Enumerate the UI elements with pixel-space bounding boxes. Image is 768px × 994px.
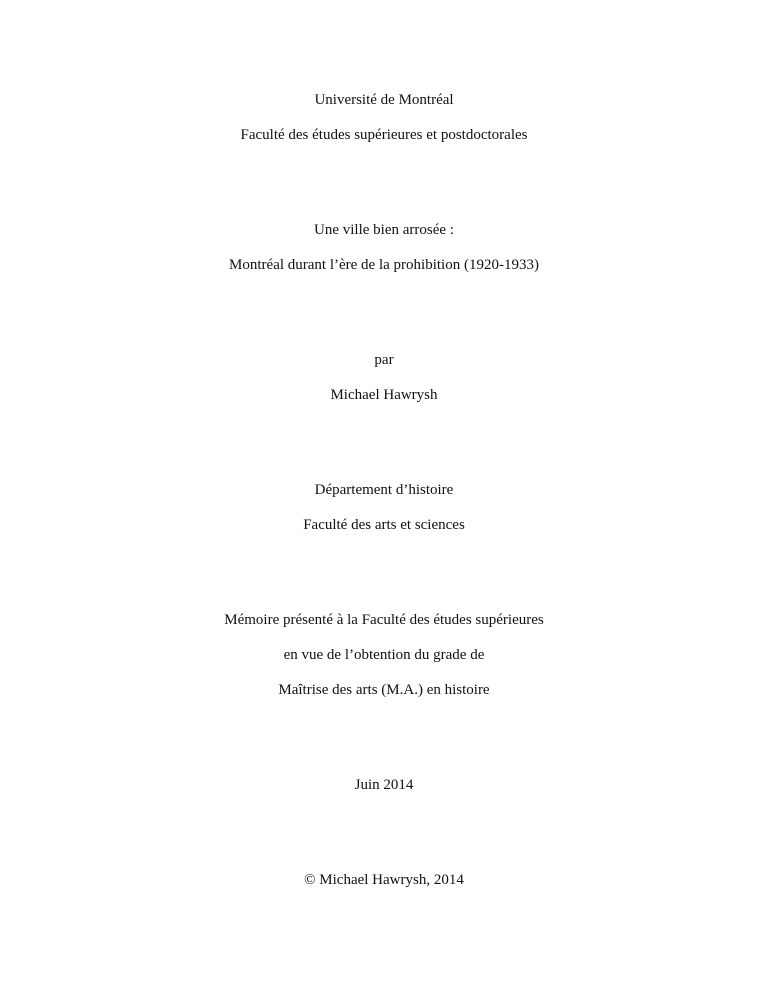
- copyright-notice: © Michael Hawrysh, 2014: [304, 872, 464, 888]
- submission-line-2: en vue de l’obtention du grade de: [283, 647, 485, 663]
- department-name: Département d’histoire: [314, 482, 454, 498]
- arts-faculty-name: Faculté des arts et sciences: [303, 517, 465, 533]
- submission-date: Juin 2014: [354, 777, 414, 793]
- university-name: Université de Montréal: [314, 92, 454, 108]
- thesis-subtitle: Montréal durant l’ère de la prohibition (1920-1933): [229, 257, 539, 273]
- submission-line-1: Mémoire présenté à la Faculté des études supérieures: [224, 612, 544, 628]
- by-label: par: [374, 352, 394, 368]
- thesis-title: Une ville bien arrosée :: [314, 222, 454, 238]
- graduate-faculty-name: Faculté des études supérieures et postdoctorales: [240, 127, 528, 143]
- submission-line-3: Maîtrise des arts (M.A.) en histoire: [278, 682, 490, 698]
- author-name: Michael Hawrysh: [330, 387, 438, 403]
